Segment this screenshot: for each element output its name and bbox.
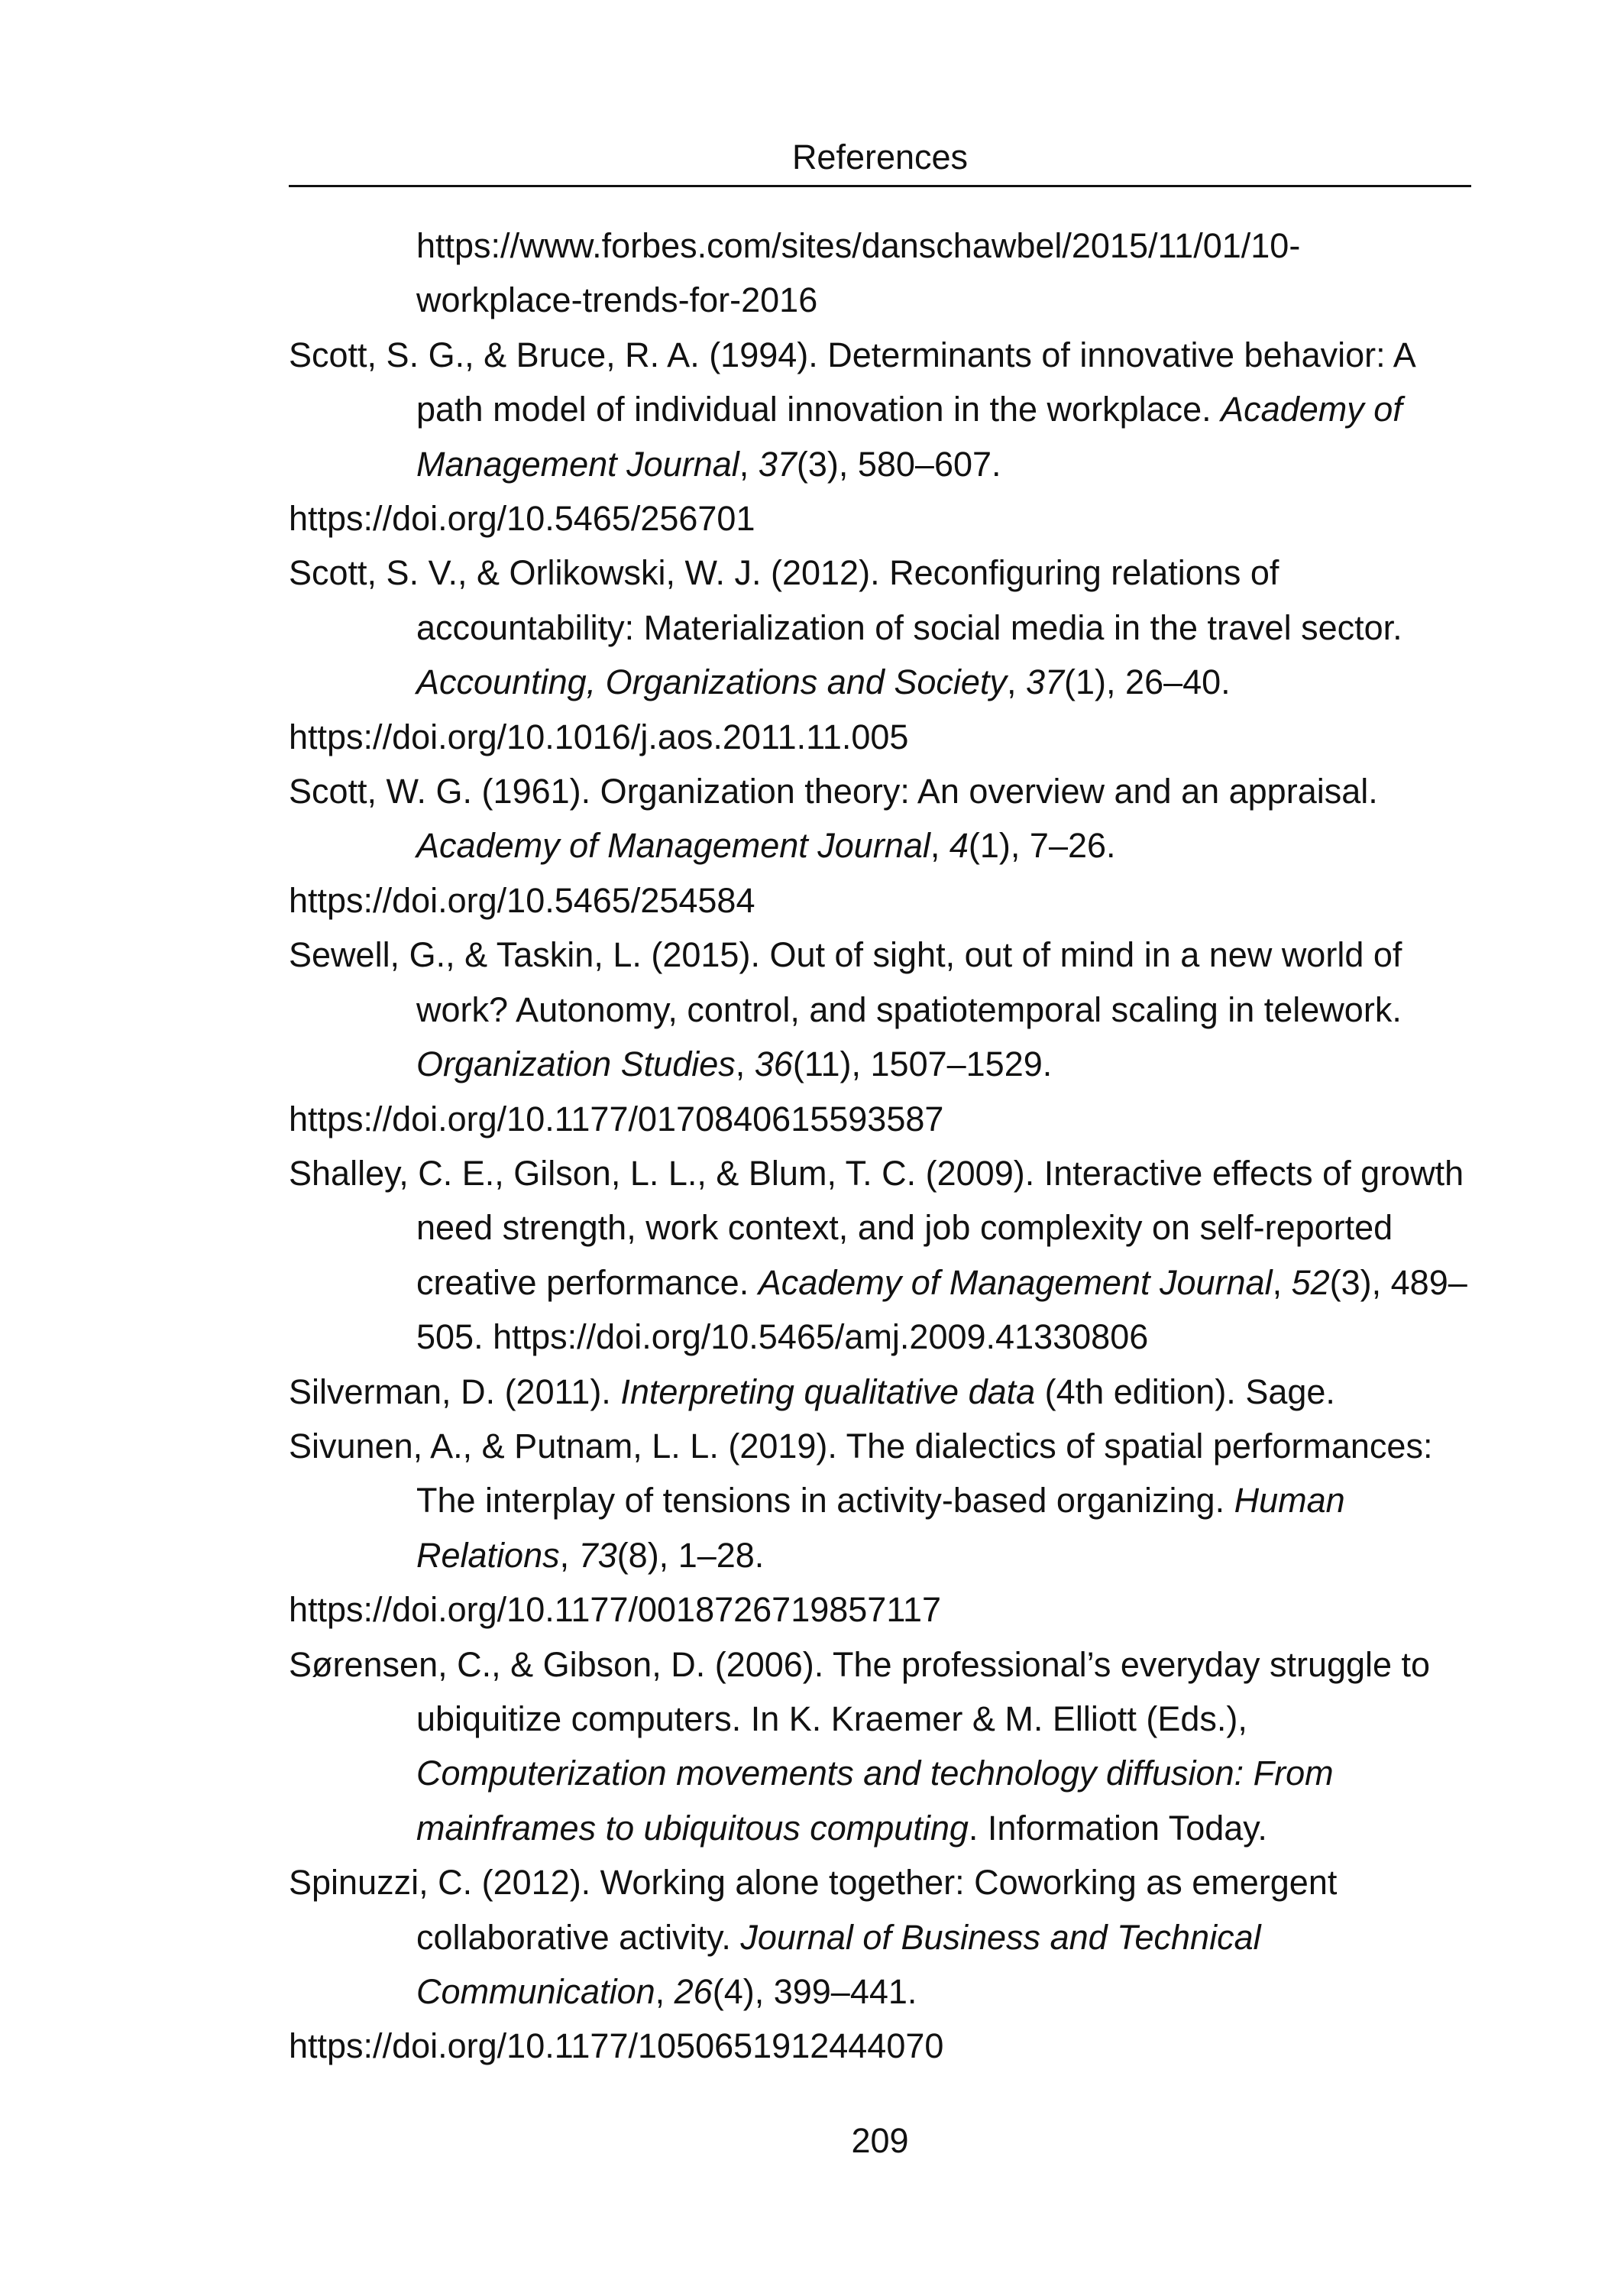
reference-journal: Academy of Management Journal xyxy=(758,1262,1273,1302)
reference-text: Spinuzzi, C. (2012). Working alone together: Coworking as emergent collaborative activity. xyxy=(289,1863,1338,1957)
reference-text: Sørensen, C., & Gibson, D. (2006). The professional’s everyday struggle to ubiquitize computers. In K. Kraemer & M. Elliott (Eds.), xyxy=(289,1644,1431,1738)
reference-list xyxy=(289,219,1471,2074)
reference-journal: Academy of Management Journal xyxy=(416,826,930,866)
reference-entry-scott-1961 xyxy=(289,764,1471,928)
reference-url-part[interactable]: https://www.forbes.com/sites/danschawbel/2015/11/01/10- xyxy=(416,226,1301,265)
reference-volume: 4 xyxy=(949,826,969,866)
reference-journal: Academy of Management Journal xyxy=(416,390,1402,484)
reference-publisher: . Information Today. xyxy=(968,1808,1267,1848)
reference-book-title: Interpreting qualitative data xyxy=(620,1372,1036,1411)
reference-entry-sivunen-putnam-2019 xyxy=(289,1419,1471,1637)
reference-doi-link[interactable]: https://doi.org/10.5465/254584 xyxy=(289,880,755,920)
reference-continuation xyxy=(289,219,1471,328)
reference-text: Scott, S. V., & Orlikowski, W. J. (2012). Reconfiguring relations of accountability: Materialization of social media in the travel sector. xyxy=(289,553,1402,647)
reference-text: Sivunen, A., & Putnam, L. L. (2019). The dialectics of spatial performances: The interplay of tensions in activity-based organizing. xyxy=(289,1426,1433,1521)
reference-entry-scott-bruce-1994 xyxy=(289,328,1471,546)
reference-journal: Organization Studies xyxy=(416,1044,736,1084)
reference-issue-pages: (3), 489–505. xyxy=(416,1262,1467,1357)
reference-text: Scott, W. G. (1961). Organization theory: An overview and an appraisal. xyxy=(289,772,1378,811)
reference-url-part[interactable]: workplace-trends-for-2016 xyxy=(416,280,818,320)
reference-separator: , xyxy=(735,1044,755,1084)
reference-issue-pages: (1), 7–26. xyxy=(968,826,1116,866)
reference-text: Sewell, G., & Taskin, L. (2015). Out of sight, out of mind in a new world of work? Autonomy, control, and spatiotemporal scaling in telework. xyxy=(289,935,1402,1029)
reference-separator: , xyxy=(655,1972,675,2011)
reference-volume: 37 xyxy=(1025,662,1065,702)
reference-volume: 36 xyxy=(754,1044,793,1084)
header-rule xyxy=(289,185,1471,187)
reference-separator: , xyxy=(739,444,759,484)
reference-doi-link[interactable]: https://doi.org/10.5465/amj.2009.41330806 xyxy=(493,1317,1149,1357)
page-number: 209 xyxy=(851,2121,909,2160)
reference-entry-sorensen-gibson-2006 xyxy=(289,1637,1471,1856)
reference-issue-pages: (8), 1–28. xyxy=(616,1535,765,1575)
reference-doi-link[interactable]: https://doi.org/10.1177/0018726719857117 xyxy=(289,1590,942,1630)
reference-book-title: Computerization movements and technology diffusion: From mainframes to ubiquitous computing xyxy=(416,1754,1334,1848)
reference-text: Scott, S. G., & Bruce, R. A. (1994). Determinants of innovative behavior: A path model of individual innovation in the workplace. xyxy=(289,335,1415,429)
reference-volume: 37 xyxy=(758,444,797,484)
reference-entry-shalley-2009 xyxy=(289,1146,1471,1365)
reference-separator: , xyxy=(1272,1262,1292,1302)
reference-entry-spinuzzi-2012 xyxy=(289,1855,1471,2074)
reference-entry-scott-orlikowski-2012 xyxy=(289,546,1471,764)
running-header: References xyxy=(791,138,969,177)
reference-issue-pages: (11), 1507–1529. xyxy=(792,1044,1053,1084)
reference-separator: , xyxy=(559,1535,579,1575)
reference-entry-silverman-2011 xyxy=(289,1365,1471,1419)
reference-doi-link[interactable]: https://doi.org/10.5465/256701 xyxy=(289,499,755,539)
reference-separator: , xyxy=(930,826,949,866)
reference-publisher: (4th edition). Sage. xyxy=(1035,1372,1335,1411)
reference-doi-link[interactable]: https://doi.org/10.1177/1050651912444070 xyxy=(289,2026,944,2066)
reference-journal: Human Relations xyxy=(416,1481,1345,1575)
reference-journal: Journal of Business and Technical Communication xyxy=(416,1917,1261,2011)
reference-separator: , xyxy=(1006,662,1026,702)
reference-issue-pages: (1), 26–40. xyxy=(1064,662,1231,702)
reference-text: Silverman, D. (2011). xyxy=(289,1372,621,1411)
reference-entry-sewell-taskin-2015 xyxy=(289,928,1471,1146)
reference-doi-link[interactable]: https://doi.org/10.1016/j.aos.2011.11.005 xyxy=(289,717,909,756)
reference-volume: 26 xyxy=(674,1972,713,2011)
reference-doi-link[interactable]: https://doi.org/10.1177/0170840615593587 xyxy=(289,1099,944,1138)
reference-issue-pages: (3), 580–607. xyxy=(796,444,1001,484)
reference-issue-pages: (4), 399–441. xyxy=(712,1972,917,2011)
reference-volume: 52 xyxy=(1291,1262,1330,1302)
reference-volume: 73 xyxy=(578,1535,617,1575)
reference-text: Shalley, C. E., Gilson, L. L., & Blum, T. C. (2009). Interactive effects of growth need strength, work context, and job complexity on self-reported creative performance. xyxy=(289,1153,1464,1302)
reference-journal: Accounting, Organizations and Society xyxy=(416,662,1007,702)
